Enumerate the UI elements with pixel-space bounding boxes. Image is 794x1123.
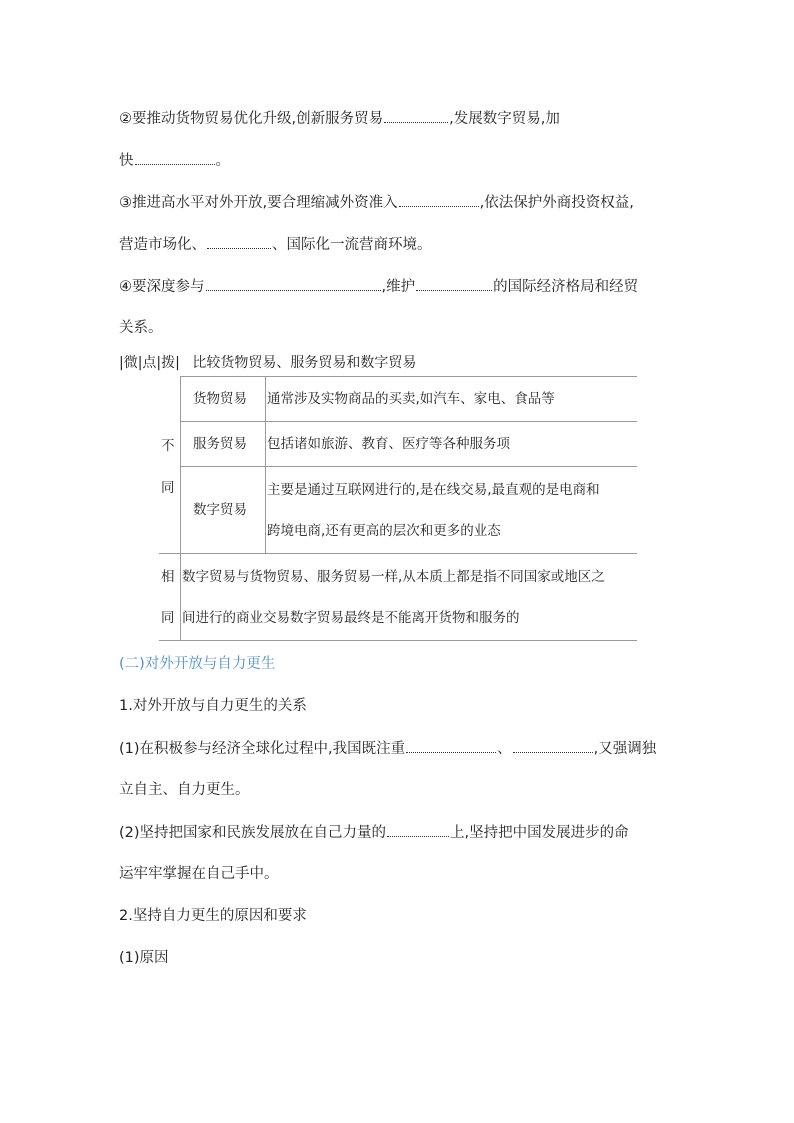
table-border: [265, 376, 266, 553]
fill-blank[interactable]: [207, 234, 271, 249]
table-row-type: 货物贸易: [193, 391, 247, 407]
table-row-type: 数字贸易: [193, 502, 247, 518]
text: 。: [215, 153, 230, 169]
para2-line2: 运牢牢掌握在自己手中。: [119, 866, 279, 882]
text: ,又强调独: [593, 741, 657, 757]
table-border: [180, 421, 637, 422]
fill-blank[interactable]: [387, 822, 449, 837]
text: 、: [497, 741, 512, 757]
table-row-type: 服务贸易: [193, 436, 247, 452]
item4-line1: [119, 276, 638, 297]
text: 快: [119, 153, 134, 169]
table-border: [180, 376, 637, 377]
text: ,维护: [381, 279, 416, 295]
table-border: [180, 376, 181, 640]
table-same-desc: 数字贸易与货物贸易、服务贸易一样,从本质上都是指不同国家或地区之: [182, 569, 605, 585]
section-title: (二)对外开放与自力更生: [119, 656, 276, 672]
fill-blank[interactable]: [399, 192, 479, 207]
note-heading: [119, 352, 416, 372]
item3-line1: [119, 192, 634, 213]
item3-line2: [119, 234, 432, 255]
comparison-table: [119, 376, 637, 641]
heading-1: 1.对外开放与自力更生的关系: [119, 698, 307, 714]
fill-blank[interactable]: [206, 276, 381, 291]
fill-blank[interactable]: [135, 150, 215, 165]
table-border: [159, 640, 637, 641]
text: ③推进高水平对外开放,要合理缩减外资准入: [119, 195, 398, 211]
fill-blank[interactable]: [416, 276, 492, 291]
text: (1)在积极参与经济全球化过程中,我国既注重: [119, 741, 406, 757]
fill-blank[interactable]: [384, 108, 448, 123]
text: (2)坚持把国家和民族发展放在自己力量的: [119, 825, 387, 841]
fill-blank[interactable]: [406, 738, 496, 753]
text: 的国际经济格局和经贸: [493, 279, 639, 295]
text: 上,坚持把中国发展进步的命: [450, 825, 629, 841]
heading-2: 2.坚持自力更生的原因和要求: [119, 908, 307, 924]
text: 营造市场化、: [119, 237, 206, 253]
group-label-diff: 不: [161, 438, 175, 454]
note-label: |微|点|拨|: [119, 355, 180, 371]
note-title: 比较货物贸易、服务贸易和数字贸易: [192, 355, 417, 371]
table-same-desc: 间进行的商业交易数字贸易最终是不能离开货物和服务的: [182, 610, 520, 626]
item4-line2: [119, 318, 163, 338]
text: 关系。: [119, 320, 163, 336]
table-border: [180, 466, 637, 467]
group-label-same: 同: [161, 610, 175, 626]
table-border: [159, 553, 637, 554]
text: ②要推动货物贸易优化升级,创新服务贸易: [119, 111, 384, 127]
text: 、国际化一流营商环境。: [272, 237, 432, 253]
text: ④要深度参与: [119, 279, 205, 295]
heading-3: (1)原因: [119, 950, 169, 966]
group-label-same: 相: [161, 569, 175, 585]
table-row-desc: 主要是通过互联网进行的,是在线交易,最直观的是电商和: [267, 482, 600, 498]
table-row-desc: 通常涉及实物商品的买卖,如汽车、家电、食品等: [267, 391, 555, 407]
text: ,发展数字贸易,加: [449, 111, 560, 127]
item2-line2: [119, 150, 230, 171]
para1-line1: [119, 738, 656, 759]
table-row-desc: 跨境电商,还有更高的层次和更多的业态: [267, 523, 501, 539]
group-label-diff: 同: [161, 480, 175, 496]
para2-line1: [119, 822, 629, 843]
fill-blank[interactable]: [513, 738, 593, 753]
table-row-desc: 包括诸如旅游、教育、医疗等各种服务项: [267, 436, 510, 452]
item2-line1: [119, 108, 560, 129]
para1-line2: 立自主、自力更生。: [119, 782, 250, 798]
text: ,依法保护外商投资权益,: [479, 195, 634, 211]
